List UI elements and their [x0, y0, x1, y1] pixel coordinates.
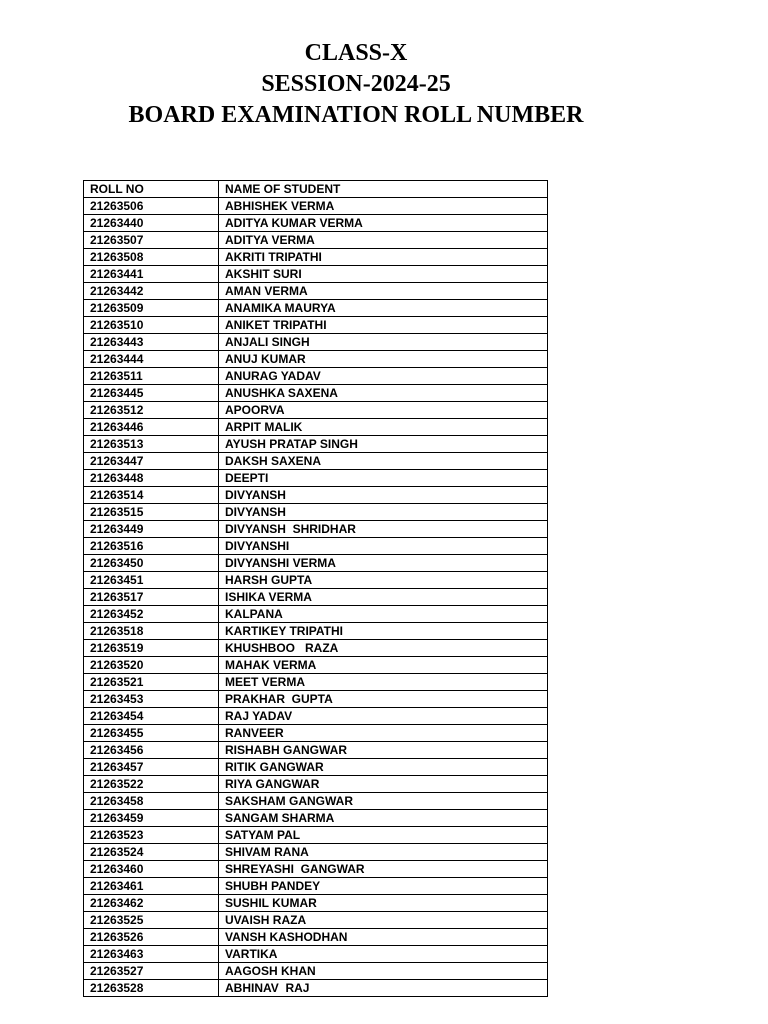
student-name-cell: AKSHIT SURI: [219, 266, 548, 283]
student-name-cell: ANUJ KUMAR: [219, 351, 548, 368]
table-row: [84, 521, 548, 538]
table-row: [84, 351, 548, 368]
student-name-cell: ANIKET TRIPATHI: [219, 317, 548, 334]
table-row: [84, 827, 548, 844]
student-name-cell: DIVYANSH: [219, 504, 548, 521]
roll-number-cell: 21263512: [84, 402, 219, 419]
roll-number-cell: 21263522: [84, 776, 219, 793]
student-name-cell: DAKSH SAXENA: [219, 453, 548, 470]
student-name-cell: DIVYANSHI VERMA: [219, 555, 548, 572]
column-header-student-name: NAME OF STUDENT: [219, 181, 548, 198]
student-name-cell: RITIK GANGWAR: [219, 759, 548, 776]
roll-number-cell: 21263459: [84, 810, 219, 827]
table-row: [84, 912, 548, 929]
table-row: [84, 232, 548, 249]
roll-number-cell: 21263458: [84, 793, 219, 810]
student-name-cell: ANURAG YADAV: [219, 368, 548, 385]
student-name-cell: SATYAM PAL: [219, 827, 548, 844]
table-row: [84, 776, 548, 793]
student-name-cell: AKRITI TRIPATHI: [219, 249, 548, 266]
table-row: [84, 674, 548, 691]
student-name-cell: ISHIKA VERMA: [219, 589, 548, 606]
student-name-cell: ANJALI SINGH: [219, 334, 548, 351]
table-row: [84, 368, 548, 385]
student-name-cell: AYUSH PRATAP SINGH: [219, 436, 548, 453]
table-row: [84, 963, 548, 980]
roll-number-cell: 21263451: [84, 572, 219, 589]
table-row: [84, 657, 548, 674]
roll-number-cell: 21263521: [84, 674, 219, 691]
student-name-cell: HARSH GUPTA: [219, 572, 548, 589]
roll-number-cell: 21263511: [84, 368, 219, 385]
table-row: [84, 402, 548, 419]
student-name-cell: ABHISHEK VERMA: [219, 198, 548, 215]
roll-number-cell: 21263447: [84, 453, 219, 470]
student-name-cell: SHIVAM RANA: [219, 844, 548, 861]
table-header-row: [84, 181, 548, 198]
roll-number-cell: 21263441: [84, 266, 219, 283]
roll-number-cell: 21263448: [84, 470, 219, 487]
roll-number-cell: 21263462: [84, 895, 219, 912]
table-row: [84, 334, 548, 351]
table-row: [84, 300, 548, 317]
table-row: [84, 538, 548, 555]
student-name-cell: SHUBH PANDEY: [219, 878, 548, 895]
roll-number-cell: 21263443: [84, 334, 219, 351]
roll-number-cell: 21263442: [84, 283, 219, 300]
student-name-cell: RIYA GANGWAR: [219, 776, 548, 793]
heading-session: SESSION-2024-25: [261, 71, 451, 97]
table-row: [84, 861, 548, 878]
student-name-cell: DIVYANSH SHRIDHAR: [219, 521, 548, 538]
table-row: [84, 419, 548, 436]
student-name-cell: DEEPTI: [219, 470, 548, 487]
table-row: [84, 317, 548, 334]
roll-number-cell: 21263520: [84, 657, 219, 674]
table-row: [84, 640, 548, 657]
roll-number-cell: 21263513: [84, 436, 219, 453]
table-row: [84, 946, 548, 963]
table-row: [84, 708, 548, 725]
table-row: [84, 436, 548, 453]
table-row: [84, 691, 548, 708]
student-name-cell: ADITYA VERMA: [219, 232, 548, 249]
table-row: [84, 572, 548, 589]
table-row: [84, 504, 548, 521]
roll-number-cell: 21263525: [84, 912, 219, 929]
table-row: [84, 266, 548, 283]
roll-number-cell: 21263461: [84, 878, 219, 895]
roll-number-cell: 21263449: [84, 521, 219, 538]
column-header-roll-no: ROLL NO: [84, 181, 219, 198]
roll-number-cell: 21263455: [84, 725, 219, 742]
table-row: [84, 895, 548, 912]
table-row: [84, 742, 548, 759]
table-row: [84, 283, 548, 300]
table-row: [84, 623, 548, 640]
student-name-cell: RANVEER: [219, 725, 548, 742]
table-row: [84, 929, 548, 946]
student-name-cell: ANUSHKA SAXENA: [219, 385, 548, 402]
roll-number-cell: 21263509: [84, 300, 219, 317]
heading-title: BOARD EXAMINATION ROLL NUMBER: [128, 102, 584, 128]
student-name-cell: SAKSHAM GANGWAR: [219, 793, 548, 810]
table-row: [84, 385, 548, 402]
roll-number-cell: 21263514: [84, 487, 219, 504]
roll-number-cell: 21263508: [84, 249, 219, 266]
roll-number-cell: 21263445: [84, 385, 219, 402]
student-name-cell: ABHINAV RAJ: [219, 980, 548, 997]
student-name-cell: VANSH KASHODHAN: [219, 929, 548, 946]
roll-number-cell: 21263463: [84, 946, 219, 963]
roll-number-cell: 21263523: [84, 827, 219, 844]
roll-number-cell: 21263510: [84, 317, 219, 334]
table-row: [84, 487, 548, 504]
heading-class: CLASS-X: [304, 40, 408, 66]
roll-number-cell: 21263516: [84, 538, 219, 555]
roll-number-cell: 21263518: [84, 623, 219, 640]
student-name-cell: UVAISH RAZA: [219, 912, 548, 929]
table-row: [84, 215, 548, 232]
roll-number-cell: 21263452: [84, 606, 219, 623]
roll-number-cell: 21263519: [84, 640, 219, 657]
table-row: [84, 844, 548, 861]
roll-number-cell: 21263524: [84, 844, 219, 861]
table-row: [84, 878, 548, 895]
roll-number-cell: 21263457: [84, 759, 219, 776]
document-heading: [0, 38, 712, 131]
roll-number-cell: 21263506: [84, 198, 219, 215]
roll-number-cell: 21263527: [84, 963, 219, 980]
roll-number-cell: 21263515: [84, 504, 219, 521]
table-row: [84, 555, 548, 572]
roll-number-cell: 21263517: [84, 589, 219, 606]
student-name-cell: VARTIKA: [219, 946, 548, 963]
student-name-cell: ARPIT MALIK: [219, 419, 548, 436]
roll-number-cell: 21263507: [84, 232, 219, 249]
table-row: [84, 759, 548, 776]
roll-number-cell: 21263456: [84, 742, 219, 759]
roll-number-cell: 21263446: [84, 419, 219, 436]
student-name-cell: AAGOSH KHAN: [219, 963, 548, 980]
table-body: [84, 198, 548, 997]
student-name-cell: KALPANA: [219, 606, 548, 623]
roll-number-cell: 21263526: [84, 929, 219, 946]
table-row: [84, 606, 548, 623]
table-row: [84, 470, 548, 487]
student-name-cell: PRAKHAR GUPTA: [219, 691, 548, 708]
student-name-cell: KHUSHBOO RAZA: [219, 640, 548, 657]
student-name-cell: DIVYANSHI: [219, 538, 548, 555]
student-name-cell: RAJ YADAV: [219, 708, 548, 725]
table-row: [84, 810, 548, 827]
student-name-cell: SUSHIL KUMAR: [219, 895, 548, 912]
roll-number-table: [83, 180, 548, 997]
student-name-cell: RISHABH GANGWAR: [219, 742, 548, 759]
roll-number-cell: 21263454: [84, 708, 219, 725]
table-row: [84, 793, 548, 810]
student-name-cell: DIVYANSH: [219, 487, 548, 504]
student-name-cell: KARTIKEY TRIPATHI: [219, 623, 548, 640]
student-name-cell: MEET VERMA: [219, 674, 548, 691]
table-row: [84, 249, 548, 266]
roll-number-cell: 21263450: [84, 555, 219, 572]
table-row: [84, 453, 548, 470]
table-row: [84, 725, 548, 742]
table-row: [84, 589, 548, 606]
roll-number-cell: 21263440: [84, 215, 219, 232]
table-row: [84, 980, 548, 997]
roll-number-cell: 21263444: [84, 351, 219, 368]
student-name-cell: SANGAM SHARMA: [219, 810, 548, 827]
roll-number-cell: 21263528: [84, 980, 219, 997]
student-name-cell: ADITYA KUMAR VERMA: [219, 215, 548, 232]
student-name-cell: AMAN VERMA: [219, 283, 548, 300]
roll-number-cell: 21263453: [84, 691, 219, 708]
student-name-cell: SHREYASHI GANGWAR: [219, 861, 548, 878]
student-name-cell: MAHAK VERMA: [219, 657, 548, 674]
table-row: [84, 198, 548, 215]
roll-number-cell: 21263460: [84, 861, 219, 878]
student-name-cell: APOORVA: [219, 402, 548, 419]
student-name-cell: ANAMIKA MAURYA: [219, 300, 548, 317]
